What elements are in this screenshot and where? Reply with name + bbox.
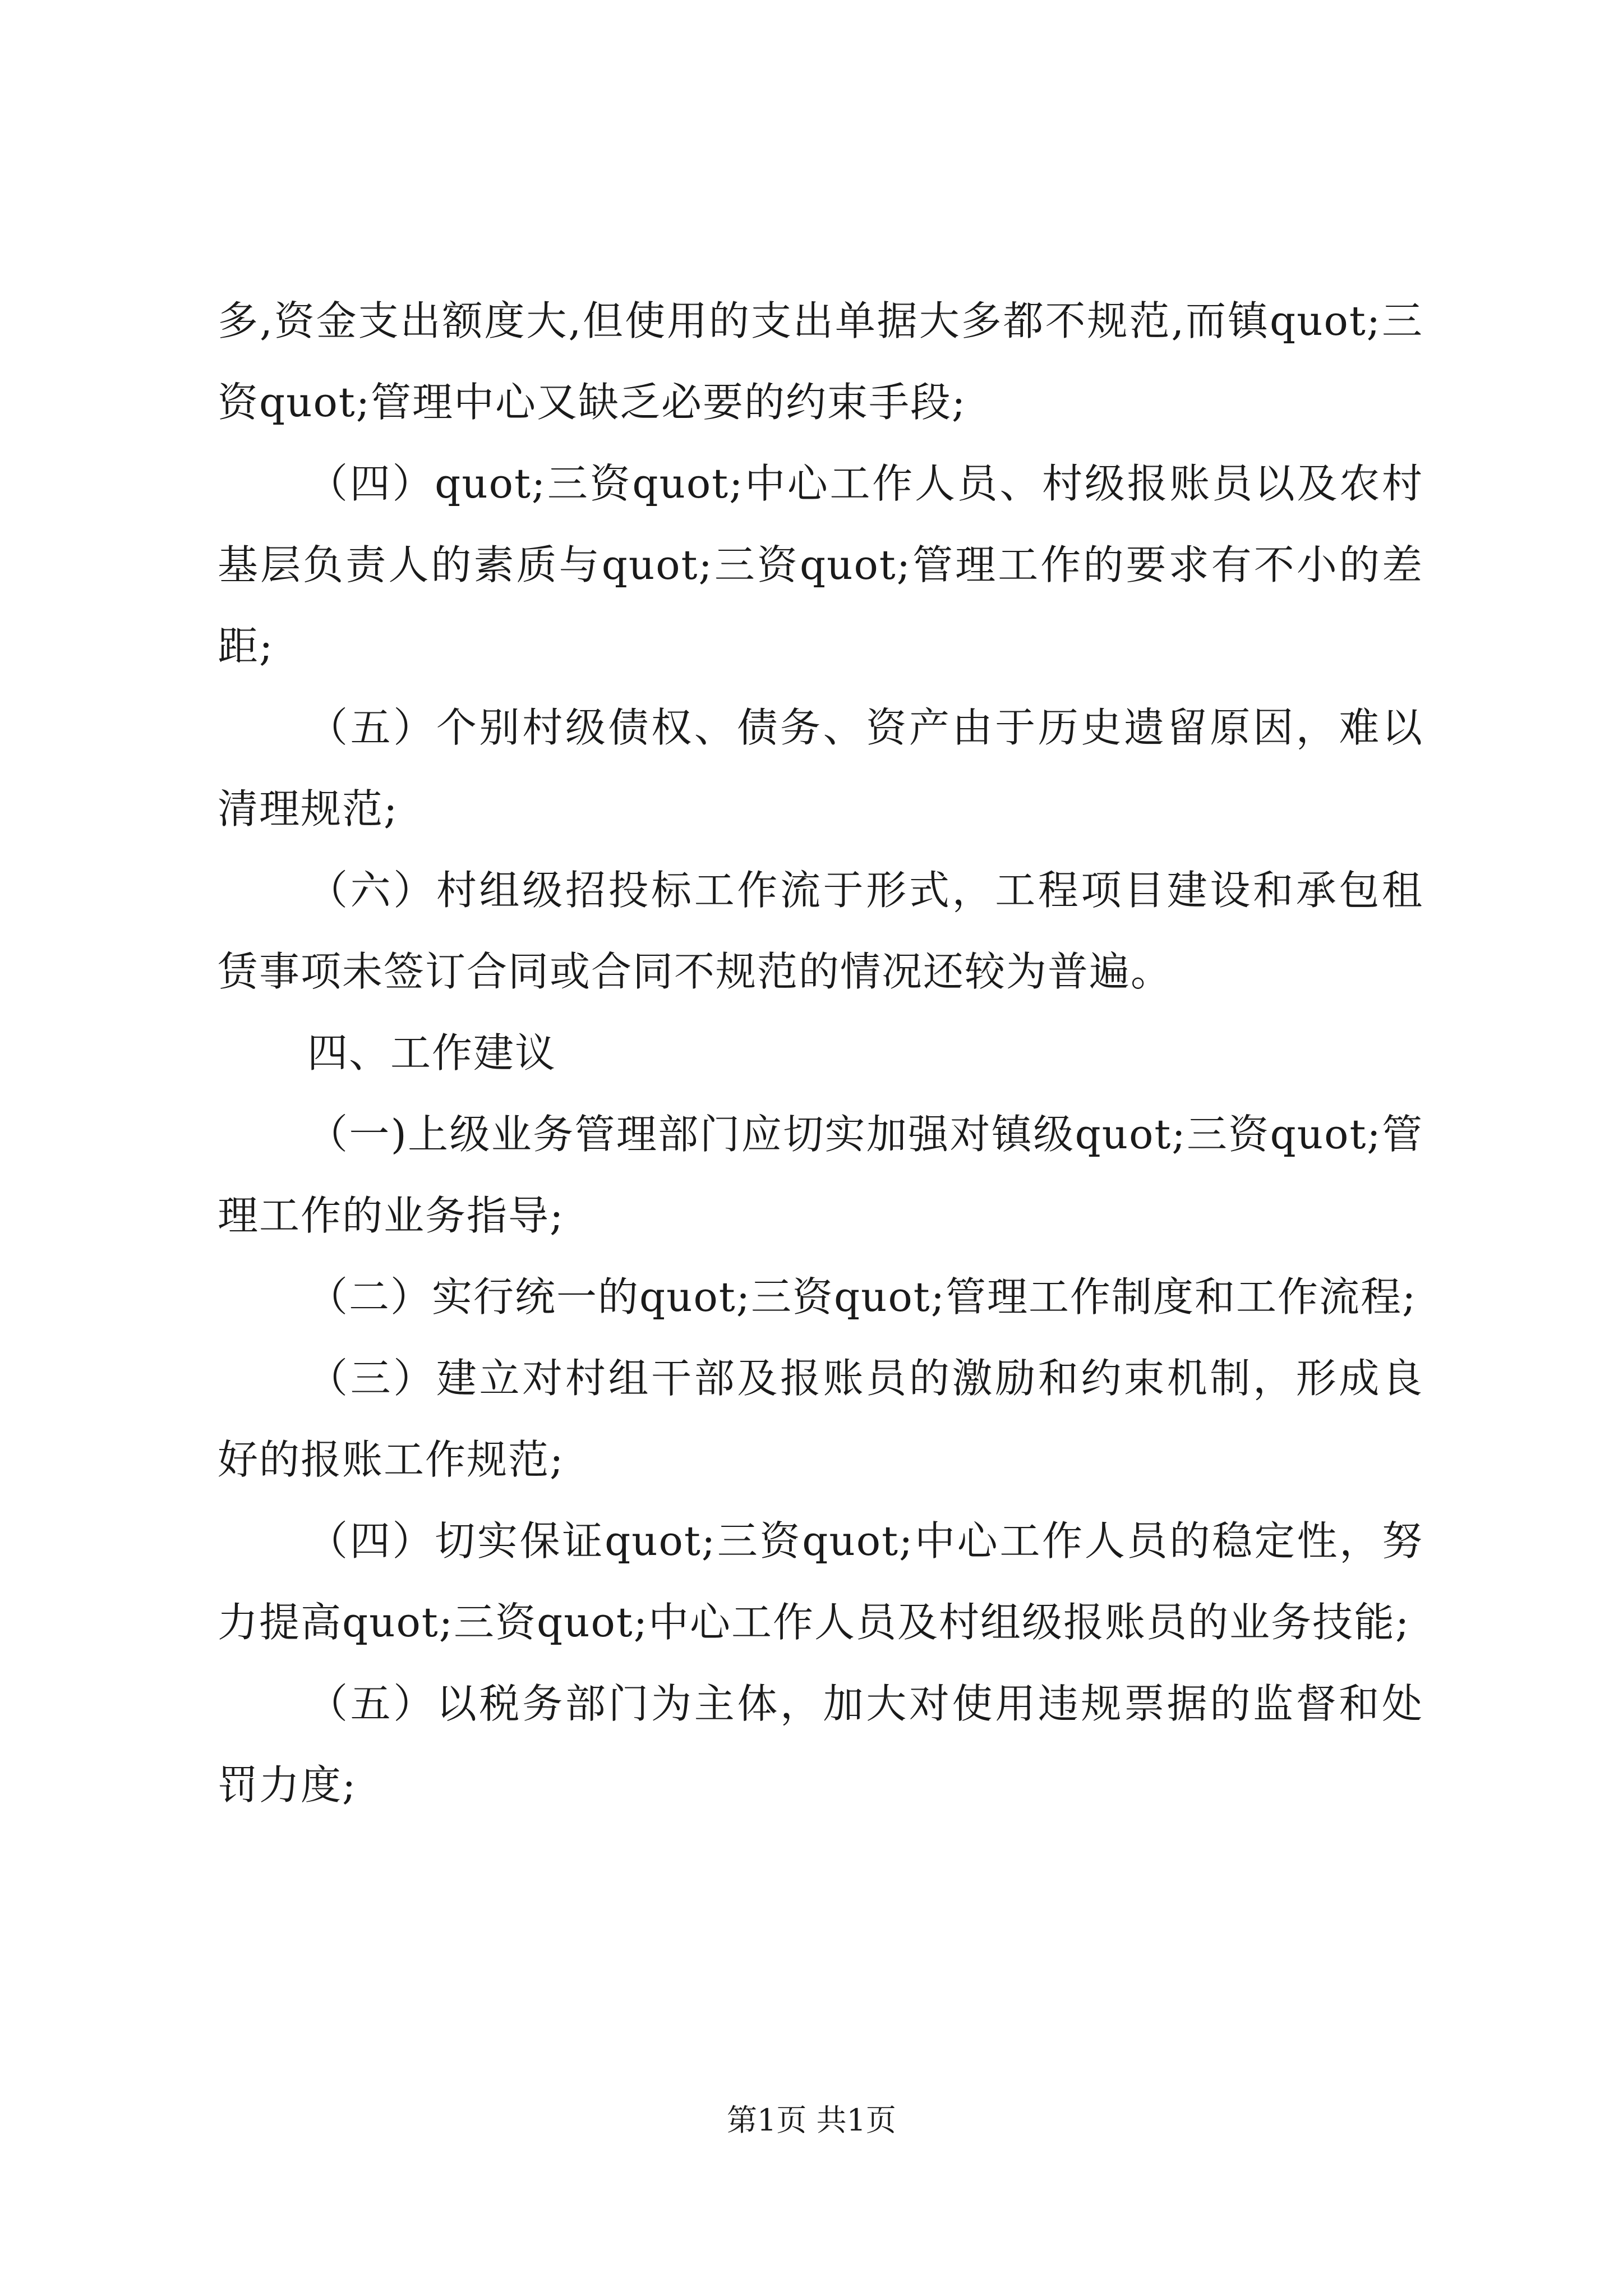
section-heading: 四、工作建议 — [307, 1029, 557, 1076]
paragraph-3: （五）个别村级债权、债务、资产由于历史遗留原因，难以清理规范; — [218, 704, 1423, 832]
paragraph-2: （四）quot;三资quot;中心工作人员、村级报账员以及农村基层负责人的素质与quot;三资quot;管理工作的要求有不小的差距; — [218, 460, 1423, 670]
paragraph-7: （二）实行统一的quot;三资quot;管理工作制度和工作流程; — [307, 1273, 1417, 1320]
page-footer: 第1页 共1页 — [727, 2102, 896, 2138]
paragraph-8: （三）建立对村组干部及报账员的激励和约束机制，形成良好的报账工作规范; — [218, 1355, 1423, 1483]
paragraph-6: （一)上级业务管理部门应切实加强对镇级quot;三资quot;管理工作的业务指导; — [218, 1111, 1423, 1239]
paragraph-10: （五）以税务部门为主体，加大对使用违规票据的监督和处罚力度; — [218, 1680, 1423, 1809]
document-body — [218, 280, 1423, 1826]
paragraph-1: 多,资金支出额度大,但使用的支出单据大多都不规范,而镇quot;三资quot;管理中心又缺乏必要的约束手段; — [218, 297, 1423, 426]
paragraph-4: （六）村组级招投标工作流于形式，工程项目建设和承包租赁事项未签订合同或合同不规范的情况还较为普遍。 — [218, 867, 1423, 995]
paragraph-9: （四）切实保证quot;三资quot;中心工作人员的稳定性，努力提高quot;三资quot;中心工作人员及村组级报账员的业务技能; — [218, 1517, 1423, 1646]
